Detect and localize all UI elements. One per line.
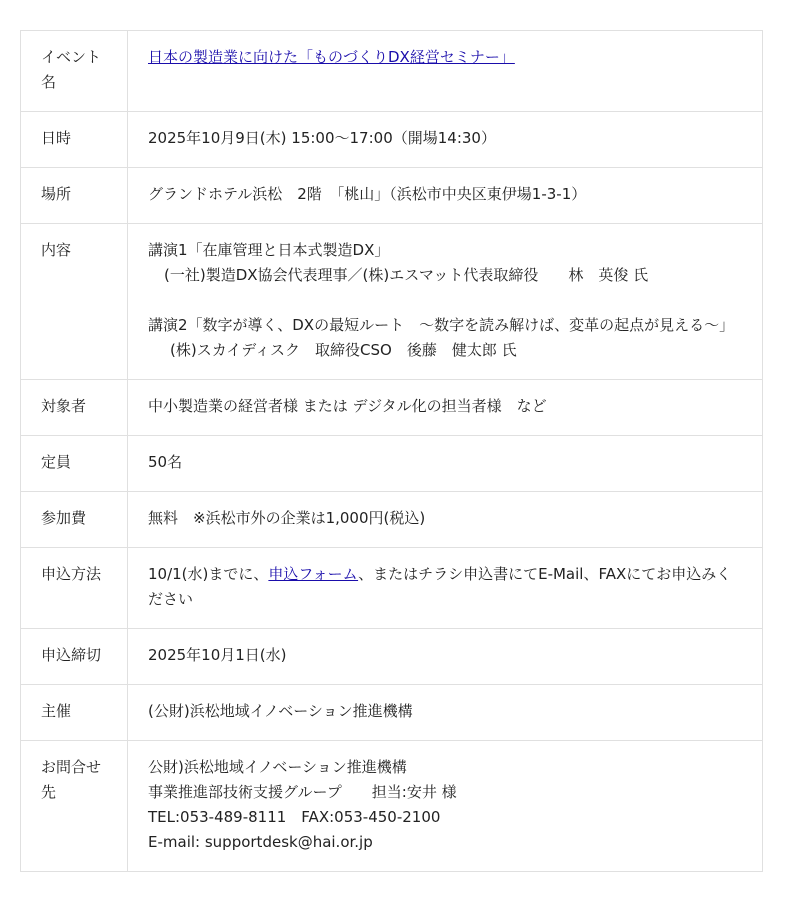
row-value-capacity: 50名 bbox=[128, 436, 763, 492]
lecture2-title: 講演2「数字が導く、DXの最短ルート 〜数字を読み解けば、変革の起点が見える〜」 bbox=[148, 316, 735, 334]
table-row-apply-method bbox=[21, 548, 763, 629]
table-row-venue bbox=[21, 168, 763, 224]
row-value-event-name bbox=[128, 31, 763, 112]
row-value-venue: グランドホテル浜松 2階 「桃山」（浜松市中央区東伊場1-3-1） bbox=[128, 168, 763, 224]
table-row-event-name bbox=[21, 31, 763, 112]
row-value-deadline: 2025年10月1日(水) bbox=[128, 629, 763, 685]
row-label-datetime: 日時 bbox=[21, 112, 128, 168]
table-row-organizer bbox=[21, 685, 763, 741]
event-info-container bbox=[20, 30, 762, 872]
row-label-event-name: イベント名 bbox=[21, 31, 128, 112]
row-label-apply-method: 申込方法 bbox=[21, 548, 128, 629]
contact-email: E-mail: supportdesk@hai.or.jp bbox=[148, 833, 373, 851]
row-label-fee: 参加費 bbox=[21, 492, 128, 548]
lecture2-speaker: (株)スカイディスク 取締役CSO 後藤 健太郎 氏 bbox=[170, 341, 517, 359]
row-label-audience: 対象者 bbox=[21, 380, 128, 436]
apply-method-suffix: 、またはチラシ申込書にてE-Mail、FAXにてお申込みください bbox=[148, 565, 732, 608]
lecture1-speaker: (一社)製造DX協会代表理事／(株)エスマット代表取締役 林 英俊 氏 bbox=[164, 266, 649, 284]
row-value-audience: 中小製造業の経営者様 または デジタル化の担当者様 など bbox=[128, 380, 763, 436]
row-label-capacity: 定員 bbox=[21, 436, 128, 492]
event-info-table bbox=[20, 30, 763, 872]
apply-method-prefix: 10/1(水)までに、 bbox=[148, 565, 269, 583]
row-label-venue: 場所 bbox=[21, 168, 128, 224]
lecture1-title: 講演1「在庫管理と日本式製造DX」 bbox=[148, 241, 390, 259]
table-row-deadline bbox=[21, 629, 763, 685]
row-value-content bbox=[128, 224, 763, 380]
row-label-deadline: 申込締切 bbox=[21, 629, 128, 685]
application-form-link[interactable]: 申込フォーム bbox=[268, 565, 359, 583]
row-label-organizer: 主催 bbox=[21, 685, 128, 741]
contact-phone-fax: TEL:053-489-8111 FAX:053-450-2100 bbox=[148, 808, 441, 826]
row-value-datetime: 2025年10月9日(木) 15:00〜17:00（開場14:30） bbox=[128, 112, 763, 168]
contact-organization: 公財)浜松地域イノベーション推進機構 bbox=[148, 758, 407, 776]
table-row-audience bbox=[21, 380, 763, 436]
row-value-organizer: (公財)浜松地域イノベーション推進機構 bbox=[128, 685, 763, 741]
row-label-content: 内容 bbox=[21, 224, 128, 380]
table-row-content bbox=[21, 224, 763, 380]
table-row-contact bbox=[21, 741, 763, 872]
table-row-fee bbox=[21, 492, 763, 548]
event-title-link[interactable]: 日本の製造業に向けた「ものづくりDX経営セミナー」 bbox=[148, 48, 515, 66]
row-value-fee: 無料 ※浜松市外の企業は1,000円(税込) bbox=[128, 492, 763, 548]
row-label-contact: お問合せ先 bbox=[21, 741, 128, 872]
table-row-datetime bbox=[21, 112, 763, 168]
row-value-contact bbox=[128, 741, 763, 872]
row-value-apply-method bbox=[128, 548, 763, 629]
table-row-capacity bbox=[21, 436, 763, 492]
contact-department: 事業推進部技術支援グループ 担当:安井 様 bbox=[148, 783, 457, 801]
spacer bbox=[148, 288, 742, 313]
